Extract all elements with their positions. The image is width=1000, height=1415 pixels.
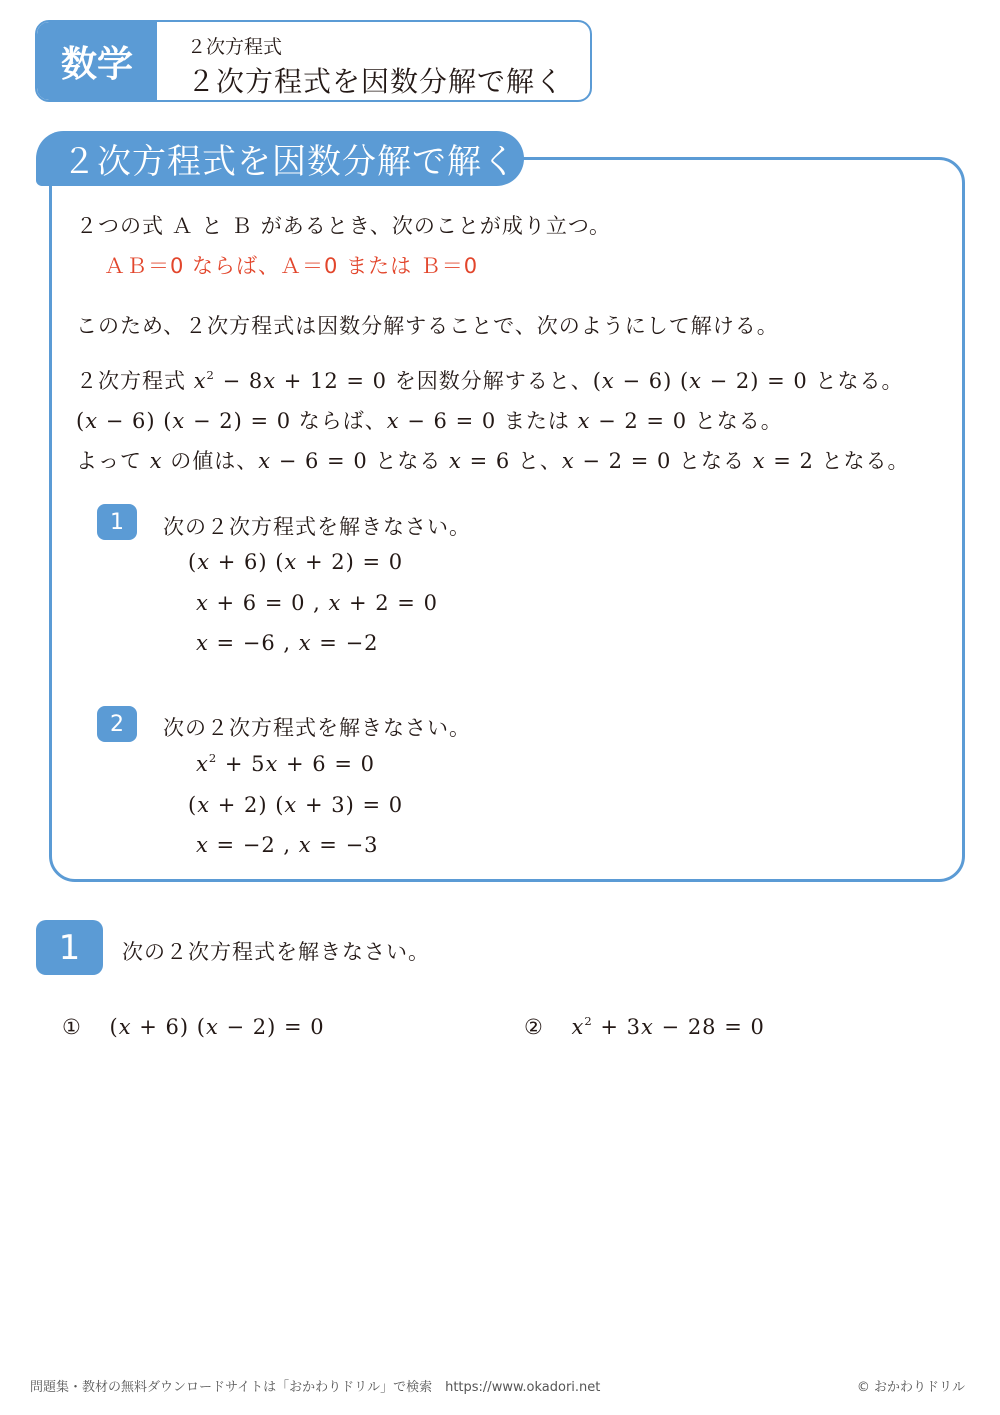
problem-item-1: [62, 1015, 325, 1039]
text-span: ２次方程式: [76, 369, 194, 393]
subject-label: 数学: [37, 22, 157, 100]
explain-example-line-a: [76, 365, 903, 395]
problem-item-label: ①: [62, 1015, 82, 1039]
example-1-step-3: x = −6 , x = −2: [196, 631, 379, 655]
footer-copyright: © おかわりドリル: [856, 1380, 965, 1395]
example-2-step-1: $x^2 + 5x + 6 = 0$: [196, 750, 375, 776]
text-span: または: [496, 409, 578, 433]
example-2-step-2: (x + 2) (x + 3) = 0: [188, 793, 404, 817]
equation: x = 2: [752, 449, 814, 473]
example-1-instruction: 次の２次方程式を解きなさい。: [163, 515, 471, 539]
text-span: となる: [671, 449, 753, 473]
equation: x − 6 = 0: [386, 409, 497, 433]
problem-equation: (x + 6) (x − 2) = 0: [109, 1015, 325, 1039]
text-span: となる。: [687, 409, 783, 433]
example-1-step-2: x + 6 = 0 , x + 2 = 0: [196, 591, 438, 615]
problem-1-instruction: 次の２次方程式を解きなさい。: [122, 940, 430, 964]
page-title: ２次方程式を因数分解で解く: [187, 65, 565, 98]
explain-line-1: ２つの式 Ａ と Ｂ があるとき、次のことが成り立つ。: [76, 214, 612, 238]
explanation-title: ２次方程式を因数分解で解く: [36, 131, 524, 186]
example-1-badge: 1: [97, 504, 137, 540]
problem-item-2: [524, 1015, 765, 1039]
text-span: となる。: [813, 449, 910, 473]
text-span: となる: [367, 449, 450, 473]
text-span: よって: [76, 449, 150, 473]
text-span: と、: [510, 449, 562, 473]
problem-item-label: ②: [524, 1015, 544, 1039]
text-span: を因数分解すると、: [387, 369, 593, 393]
problem-1-badge: 1: [36, 920, 103, 975]
explain-example-line-b: [76, 405, 783, 435]
example-2-instruction: 次の２次方程式を解きなさい。: [163, 716, 471, 740]
equation: x − 2 = 0: [577, 409, 688, 433]
explain-example-line-c: [76, 445, 910, 475]
example-2-badge: 2: [97, 706, 137, 742]
equation: x − 2 = 0: [561, 449, 672, 473]
header-box: [35, 20, 592, 102]
equation: (x − 6) (x − 2) = 0: [76, 409, 292, 433]
explain-rule: ＡＢ＝0 ならば、Ａ＝0 または Ｂ＝0: [104, 254, 479, 278]
variable: x: [149, 449, 163, 473]
footer-text: 問題集・教材の無料ダウンロードサイトは「おかわりドリル」で検索 https://www.okadori.net: [30, 1380, 601, 1395]
explain-line-2: このため、２次方程式は因数分解することで、次のようにして解ける。: [76, 314, 779, 338]
equation: x = 6: [449, 449, 511, 473]
equation: (x − 6) (x − 2) = 0: [592, 369, 808, 393]
equation: x − 6 = 0: [258, 449, 368, 473]
text-span: ならば、: [291, 409, 387, 433]
equation: $x^2 - 8x + 12 = 0$: [193, 367, 388, 393]
text-span: の値は、: [162, 449, 259, 473]
example-2-step-3: x = −2 , x = −3: [196, 833, 379, 857]
unit-label: ２次方程式: [187, 36, 283, 58]
text-span: となる。: [807, 369, 904, 393]
example-1-step-1: (x + 6) (x + 2) = 0: [188, 550, 404, 574]
problem-equation: $x^2 + 3x - 28 = 0$: [571, 1013, 765, 1039]
